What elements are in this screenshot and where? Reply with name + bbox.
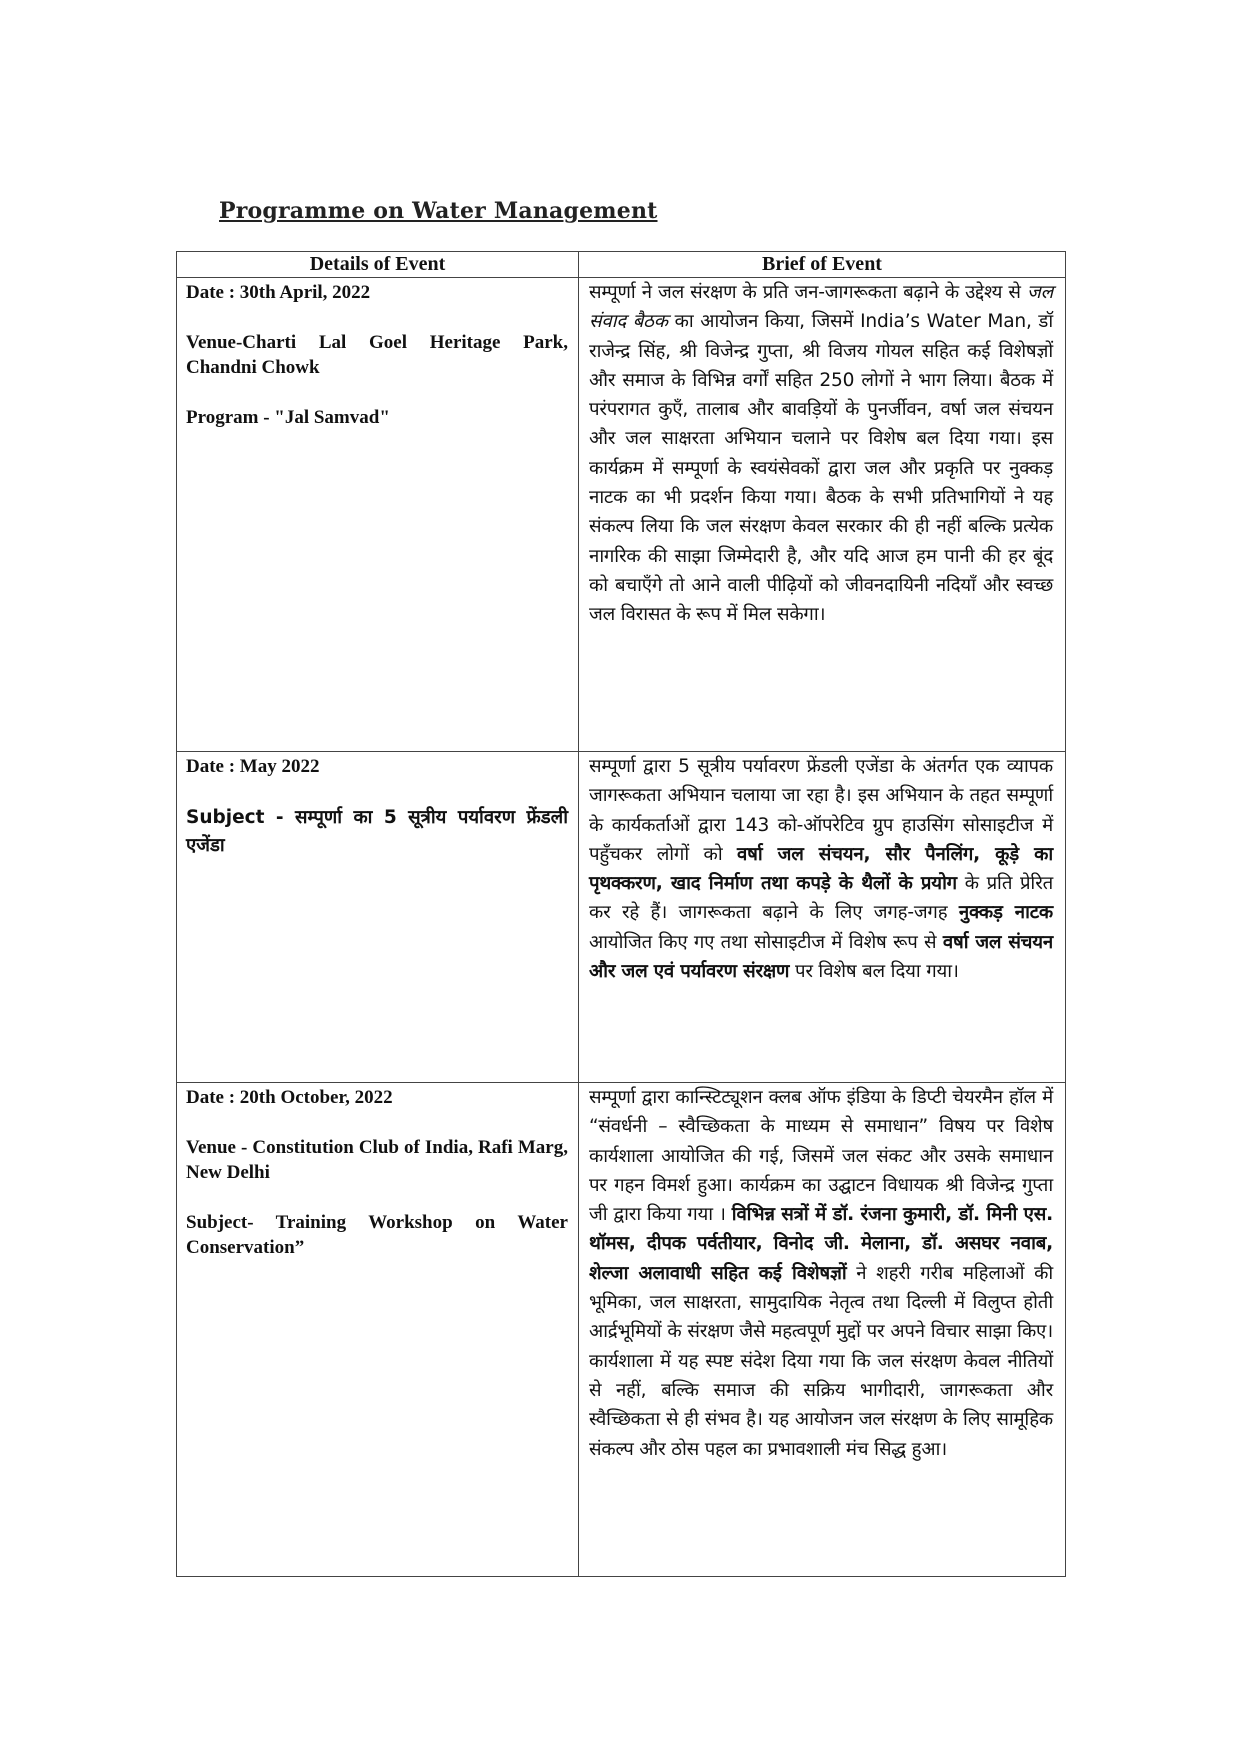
brief-bold-text: नुक्कड़ नाटक bbox=[958, 902, 1053, 924]
events-table bbox=[176, 251, 1066, 1577]
event-subject bbox=[186, 804, 568, 860]
brief-text: के प्रति प्रेरित कर रहे हैं। जागरूकता बढ़ाने के लिए जगह-जगह bbox=[589, 873, 1053, 924]
event-date: Date : May 2022 bbox=[186, 756, 320, 777]
event-venue: Venue-Charti Lal Goel Heritage Park, Chandni Chowk bbox=[186, 332, 568, 378]
brief-text: आयोजित किए गए तथा सोसाइटीज में विशेष रूप से bbox=[589, 931, 943, 953]
brief-text: ने शहरी गरीब महिलाओं की भूमिका, जल साक्षरता, सामुदायिक नेतृत्व तथा दिल्ली में विलुप्त होती आर्द्रभूमियों के संरक्षण जैसे महत्वपूर्ण मुद्दों पर अपने विचार साझा किए। कार्यशाला में यह स्पष्ट संदेश दिया गया कि जल संरक्षण केवल नीतियों से नहीं, बल्कि समाज की सक्रिय भागीदारी, जागरूकता और स्वैच्छिकता से ही संभव है। यह आयोजन जल संरक्षण के लिए सामूहिक संकल्प और ठोस पहल का प्रभावशाली मंच सिद्ध हुआ। bbox=[589, 1262, 1054, 1460]
brief-text: का आयोजन किया, जिसमें India’s Water Man, डॉ राजेन्द्र सिंह, श्री विजेन्द्र गुप्ता, श्री विजय गोयल सहित कई विशेषज्ञों और समाज के विभिन्न वर्गों सहित 250 लोगों ने भाग लिया। बैठक में परंपरागत कुएँ, तालाब और बावड़ियों के पुनर्जीवन, वर्षा जल संचयन और जल साक्षरता अभियान चलाने पर विशेष बल दिया गया। इस कार्यक्रम में सम्पूर्णा के स्वयंसेवकों द्वारा जल और प्रकृति पर नुक्कड़ नाटक का भी प्रदर्शन किया गया। बैठक के सभी प्रतिभागियों ने यह संकल्प लिया कि जल संरक्षण केवल सरकार की ही नहीं बल्कि प्रत्येक नागरिक की साझा जिम्मेदारी है, और यदि आज हम पानी की हर बूंद को बचाएँगे तो आने वाली पीढ़ियों को जीवनदायिनी नदियाँ और स्वच्छ जल विरासत के रूप में मिल सकेगा। bbox=[589, 311, 1053, 626]
brief-italic-text: जल संवाद बैठक bbox=[589, 282, 1053, 333]
event-program: Program - "Jal Samvad" bbox=[186, 407, 390, 428]
brief-text: सम्पूर्णा द्वारा 5 सूत्रीय पर्यावरण फ्रेंडली एजेंडा के अंतर्गत एक व्यापक जागरूकता अभियान चलाया जा रहा है। इस अभियान के तहत सम्पूर्णा के कार्यकर्ताओं द्वारा 143 को-ऑपरेटिव ग्रुप हाउसिंग सोसाइटीज में पहुँचकर लोगों को bbox=[589, 756, 1053, 865]
page-title: Programme on Water Management bbox=[219, 198, 658, 224]
event-brief bbox=[579, 752, 1066, 1083]
event-venue: Venue - Constitution Club of India, Rafi Marg, New Delhi bbox=[186, 1137, 568, 1183]
subject-prefix: Subject - bbox=[186, 807, 295, 828]
event-brief bbox=[579, 278, 1066, 752]
brief-bold-text: वर्षा जल संचयन और जल एवं पर्यावरण संरक्षण bbox=[589, 931, 1053, 983]
brief-text: पर विशेष बल दिया गया। bbox=[789, 961, 959, 983]
brief-text: सम्पूर्णा द्वारा कान्स्टिट्यूशन क्लब ऑफ इंडिया के डिप्टी चेयरमैन हॉल में “संवर्धनी – स्वैच्छिकता के माध्यम से समाधान” विषय पर विशेष कार्यशाला आयोजित की गई, जिसमें जल संकट और उसके समाधान पर गहन विमर्श हुआ। कार्यक्रम का उद्घाटन विधायक श्री विजेन्द्र गुप्ता जी द्वारा किया गया । bbox=[589, 1087, 1053, 1226]
event-details bbox=[177, 752, 579, 1083]
event-date: Date : 30th April, 2022 bbox=[186, 282, 371, 303]
header-brief: Brief of Event bbox=[579, 252, 1066, 278]
brief-text: सम्पूर्णा ने जल संरक्षण के प्रति जन-जागरूकता बढ़ाने के उद्देश्य से bbox=[589, 282, 1027, 303]
table-header-row bbox=[177, 252, 1066, 278]
header-details: Details of Event bbox=[177, 252, 579, 278]
event-details bbox=[177, 1083, 579, 1577]
event-subject: Subject- Training Workshop on Water Conservation” bbox=[186, 1212, 568, 1258]
brief-bold-text: वर्षा जल संचयन, सौर पैनलिंग, कूड़े का पृथक्करण, खाद निर्माण तथा कपड़े के थैलों के प्रयोग bbox=[589, 843, 1053, 895]
event-date: Date : 20th October, 2022 bbox=[186, 1087, 393, 1108]
table-row bbox=[177, 278, 1066, 752]
table-row bbox=[177, 1083, 1066, 1577]
table-row bbox=[177, 752, 1066, 1083]
brief-bold-text: विभिन्न सत्रों में डॉ. रंजना कुमारी, डॉ. मिनी एस. थॉमस, दीपक पर्वतीयार, विनोद जी. मेलाना, डॉ. असघर नवाब, शेल्जा अलावाधी सहित कई विशेषज्ञों bbox=[589, 1204, 1053, 1284]
subject-text: सम्पूर्णा का 5 सूत्रीय पर्यावरण फ्रेंडली एजेंडा bbox=[186, 807, 568, 856]
event-details bbox=[177, 278, 579, 752]
event-brief bbox=[579, 1083, 1066, 1577]
